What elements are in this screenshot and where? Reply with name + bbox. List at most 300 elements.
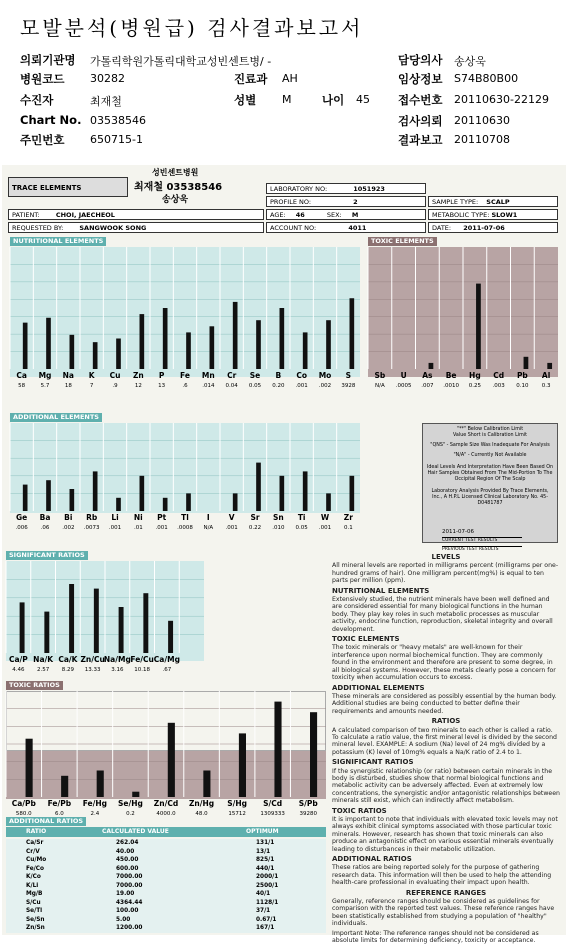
calc-col: CALCULATED VALUE <box>102 828 169 835</box>
toxic-chart <box>368 247 558 397</box>
additional-chart <box>10 423 360 533</box>
bar-co <box>303 332 308 369</box>
lab-logo: TRACE ELEMENTS <box>8 177 128 197</box>
value-label: 0.20 <box>272 383 285 389</box>
bar-fe <box>186 332 191 369</box>
value-label: 2.57 <box>37 667 50 673</box>
requested-box <box>8 222 264 233</box>
ratio-optimum: 440/1 <box>256 865 275 872</box>
value-label: .002 <box>318 383 332 389</box>
receipt-label: 접수번호 <box>398 93 443 107</box>
category-label: Ca/Mg <box>153 655 180 664</box>
value-label: N/A <box>203 525 214 531</box>
value-label: 7 <box>89 383 94 389</box>
rrn-label: 주민번호 <box>20 133 65 147</box>
category-label: Mo <box>318 371 332 380</box>
hospital-code-label: 병원코드 <box>20 72 65 86</box>
ratio-name: K/Co <box>26 874 41 880</box>
category-label: Zn/Cu <box>80 655 105 664</box>
bar-s-hg <box>239 733 246 797</box>
category-label: Tl <box>181 513 189 522</box>
levels-title: LEVELS <box>431 553 461 561</box>
date-label: DATE: <box>432 224 452 232</box>
category-label: Fe <box>180 371 190 380</box>
legend-line1: "**" Below Calibration Limit <box>456 427 524 432</box>
additional-text: These minerals are considered as possibly essential by the human body. Additional studies are being conducted to better define their requirements and amounts needed. <box>332 692 557 715</box>
category-label: Al <box>541 371 551 380</box>
value-label: 8.29 <box>61 667 74 673</box>
category-label: K <box>88 371 95 380</box>
nutritional-text: Extensively studied, the nutrient minerals have been well defined and are considered essential for many biological functions in the human body. They play key roles in such metabolic processes as muscular activity, endocrine function, reproduction, skeletal integrity and overall development. <box>332 596 553 633</box>
category-label: Pt <box>157 513 167 522</box>
value-label: 0.3 <box>541 383 551 389</box>
legend-line2: Value Short is Calibration Limit <box>453 433 527 438</box>
patient-label: 수진자 <box>20 93 54 107</box>
nutritional-chart <box>10 247 360 397</box>
bar-se-hg <box>132 792 139 797</box>
category-label: Zn/Cd <box>153 799 179 808</box>
info-text <box>332 551 560 945</box>
bar-ti <box>303 471 308 511</box>
table-row <box>6 865 326 874</box>
category-label: W <box>320 513 330 522</box>
ratio-optimum: 825/1 <box>256 857 275 863</box>
value-label: 18 <box>64 383 72 389</box>
scanned-report <box>2 165 566 945</box>
category-label: Se/Hg <box>118 799 143 808</box>
category-label: Cr <box>227 371 237 380</box>
ratio-name: Se/Tl <box>26 908 43 914</box>
value-label: 15712 <box>228 811 246 817</box>
value-label: .0005 <box>395 383 412 389</box>
ratio-name: Cr/V <box>26 848 40 855</box>
category-label: Ca <box>16 371 27 380</box>
bar-ca-k <box>69 584 74 653</box>
category-label: Ti <box>297 513 306 522</box>
scan-sex: M <box>351 211 359 219</box>
bar-ca-pb <box>26 739 33 797</box>
value-label: 0.2 <box>126 811 135 817</box>
significant-chart <box>6 561 204 671</box>
bar-se <box>256 320 261 369</box>
value-label: 3928 <box>341 383 356 389</box>
toxic-ratios-info-title: TOXIC RATIOS <box>332 806 387 815</box>
account-label: ACCOUNT NO: <box>270 224 317 232</box>
value-label: .014 <box>202 383 215 389</box>
value-label: 3.16 <box>111 667 124 673</box>
scan-patient-name: CHOI, JAECHEOL <box>55 211 115 219</box>
bar-zn-cu <box>94 589 99 653</box>
category-label: Se <box>249 371 261 380</box>
account-box <box>266 222 426 233</box>
levels-text: All mineral levels are reported in milligrams percent (milligrams per one-hundred grams of hair). One milligram percent(mg%) is equal to ten parts per million (ppm). <box>332 562 559 585</box>
date-box <box>428 222 558 233</box>
bar-bi <box>70 489 75 511</box>
bar-ni <box>140 476 145 511</box>
category-label: Ni <box>133 513 143 522</box>
bar-fe-hg <box>97 771 104 798</box>
profile-no: 2 <box>353 198 358 206</box>
ratio-value: 1200.00 <box>116 925 143 931</box>
clinical-value: S74B80B00 <box>454 72 519 85</box>
chart-label: Chart No. <box>20 113 82 127</box>
significant-text: If the synergistic relationship (or ratio) between certain minerals in the body is disturbed, studies show that normal biological functions and metabolic activity can be adversely affected. Even at extremely low concentrations, the synergistic and/or antagonistic relationships between minerals still exist, which can indirectly affect metabolism. <box>332 767 560 805</box>
dept-value: AH <box>282 72 298 85</box>
significant-title: SIGNIFICANT RATIOS <box>6 551 88 560</box>
toxic-ratios-chart <box>6 691 326 817</box>
bar-ca-mg <box>168 621 173 653</box>
value-label: 39280 <box>299 811 317 817</box>
lab-no-box <box>266 183 426 194</box>
bar-na-mg <box>119 607 124 653</box>
age-sex-box <box>266 209 426 220</box>
category-label: Na/Mg <box>103 655 131 664</box>
category-label: Rb <box>86 513 98 522</box>
ratio-value: 100.00 <box>116 908 139 914</box>
dept-label: 진료과 <box>234 72 268 86</box>
bar-pb <box>524 357 529 369</box>
value-label: .0008 <box>177 525 193 531</box>
table-row <box>6 856 326 865</box>
value-label: .007 <box>421 383 434 389</box>
report-title: 모발분석(병원급) 검사결과보고서 <box>20 16 364 40</box>
value-label: 2.4 <box>90 811 100 817</box>
institution-value: 가톨릭학원가톨릭대학교성빈센트병/ - <box>90 55 272 68</box>
nutritional-title: NUTRITIONAL ELEMENTS <box>10 237 106 246</box>
value-label: 580.0 <box>15 811 32 817</box>
table-row <box>6 890 326 899</box>
doctor-value: 송상욱 <box>454 55 486 68</box>
additional-title: ADDITIONAL ELEMENTS <box>10 413 102 422</box>
value-label: 0.25 <box>468 383 481 389</box>
category-label: Sn <box>272 513 284 522</box>
value-label: .001 <box>225 525 238 531</box>
category-label: Li <box>111 513 119 522</box>
category-label: Be <box>445 371 457 380</box>
doctor-label: 담당의사 <box>398 53 443 67</box>
ratio-optimum: 1128/1 <box>256 899 279 906</box>
bar-w <box>326 493 331 511</box>
bar-na <box>70 335 75 369</box>
scan-patient-label: PATIENT: <box>12 211 40 219</box>
category-label: Mn <box>201 371 215 380</box>
bar-ba <box>46 480 51 511</box>
value-label: .67 <box>162 667 172 673</box>
bar-fe-pb <box>61 776 68 797</box>
value-label: 5.7 <box>40 383 50 389</box>
category-label: Zr <box>343 513 353 522</box>
bar-p <box>163 308 168 369</box>
value-label: 12 <box>134 383 142 389</box>
metabolic-box <box>428 209 558 220</box>
bar-cu <box>116 339 121 370</box>
chart-value: 03538546 <box>90 114 146 127</box>
category-label: Na <box>62 371 75 380</box>
category-label: Zn <box>132 371 144 380</box>
value-label: 0.05 <box>295 525 308 531</box>
bar-tl <box>186 493 191 511</box>
category-label: As <box>422 371 433 380</box>
category-label: Fe/Hg <box>82 799 108 808</box>
ratio-value: 450.00 <box>116 857 139 863</box>
value-label: .003 <box>492 383 505 389</box>
table-row <box>6 848 326 857</box>
hospital-code-value: 30282 <box>90 72 125 85</box>
bar-sr <box>256 463 261 511</box>
category-label: Fe/Pb <box>47 799 72 808</box>
value-label: 1309333 <box>260 811 285 817</box>
nutritional-info-title: NUTRITIONAL ELEMENTS <box>332 586 430 595</box>
table-row <box>6 899 326 908</box>
reference-info-title: REFERENCE RANGES <box>405 888 487 897</box>
reference-text: Generally, reference ranges should be considered as guidelines for comparison with the reported test values. These reference ranges have been statistically established from studying a population of "healthy" individuals. <box>332 898 555 928</box>
category-label: Mg <box>38 371 52 380</box>
category-label: Bi <box>64 513 73 522</box>
legend-line4: "N/A" - Currently Not Available <box>453 453 527 458</box>
ratios-table-header <box>6 827 326 837</box>
current-results-label: CURRENT TEST RESULTS <box>442 537 522 543</box>
bar-s-pb <box>310 712 317 797</box>
bar-mg <box>46 318 51 369</box>
ratio-name: Cu/Mo <box>26 857 47 863</box>
lab-no: 1051923 <box>353 185 385 193</box>
value-label: .9 <box>112 383 118 389</box>
category-label: Ca/K <box>58 655 78 664</box>
important-text: Important Note: The reference ranges should not be considered as absolute limits for determining deficiency, toxicity or acceptance. <box>332 929 539 945</box>
bar-b <box>280 308 285 369</box>
clinical-label: 임상정보 <box>398 72 443 86</box>
value-label: 0.1 <box>343 525 353 531</box>
ratio-name: K/Li <box>26 882 39 889</box>
toxic-ratios-text: It is important to note that individuals with elevated toxic levels may not always exhibit clinical symptoms associated with those particular toxic minerals. However, research has shown that toxic minerals can also produce an antagonistic effect on various essential minerals eventually leading to disturbances in their metabolic utilization. <box>332 816 558 853</box>
bar-sn <box>280 476 285 511</box>
category-label: Na/K <box>33 655 54 664</box>
value-label: 4.46 <box>12 667 25 673</box>
category-label: Hg <box>469 371 481 380</box>
category-label: S/Hg <box>227 799 248 808</box>
age-label: 나이 <box>322 93 345 107</box>
ratio-optimum: 167/1 <box>256 925 275 931</box>
bar-s-cd <box>274 702 281 797</box>
value-label: .06 <box>40 525 50 531</box>
value-label: 4000.0 <box>156 811 176 817</box>
additional-ratios-text: These ratios are being reported solely for the purpose of gathering research data. This information will then be used to help the attending health-care professional in evaluating their impact upon health. <box>332 864 552 887</box>
table-row <box>6 916 326 925</box>
value-label: .001 <box>295 383 308 389</box>
ratio-name: S/Cu <box>26 899 41 906</box>
additional-ratios-title: ADDITIONAL RATIOS <box>6 817 86 826</box>
value-label: 13 <box>158 383 166 389</box>
value-label: .01 <box>133 525 143 531</box>
value-label: 0.10 <box>516 383 529 389</box>
opt-col: OPTIMUM <box>246 828 279 835</box>
bar-cr <box>233 302 238 369</box>
bar-mo <box>326 320 331 369</box>
stamp-line2: 최재철 03538546 <box>134 182 223 193</box>
bar-ca <box>23 323 28 369</box>
ratio-name: Se/Sn <box>26 916 45 923</box>
ratio-value: 5.00 <box>116 916 131 923</box>
bar-fe-cu <box>143 593 148 653</box>
category-label: Ca/Pb <box>11 799 36 808</box>
account-no: 4011 <box>348 224 367 232</box>
value-label: 0.05 <box>248 383 262 389</box>
bar-ca-p <box>20 602 25 653</box>
category-label: Ge <box>16 513 28 522</box>
bar-ge <box>23 485 28 511</box>
scan-age-label: AGE: <box>270 211 286 219</box>
ratio-value: 600.00 <box>116 865 139 872</box>
request-label: 검사의뢰 <box>398 114 443 128</box>
category-label: Fe/Cu <box>130 655 154 664</box>
age-value: 45 <box>356 93 370 106</box>
ratios-table <box>6 839 326 933</box>
legend-line5: Ideal Levels And Interpretation Have Been Based On Hair Samples Obtained From The Mid-Portion To The Occipital Region Of The Scalp <box>426 465 554 482</box>
requested-label: REQUESTED BY: <box>12 224 64 232</box>
value-label: .0073 <box>83 525 100 531</box>
ratios-text: A calculated comparison of two minerals to each other is called a ratio. To calculate a ratio value, the first mineral level is divided by the second mineral level. EXAMPLE: A sodium (Na) level of 24 mg% divided by a potassium (K) level of 10mg% equals a Na/K ratio of 2.4 to 1. <box>332 726 557 756</box>
value-label: N/A <box>375 383 385 389</box>
value-label: .010 <box>272 525 285 531</box>
category-label: S/Cd <box>263 799 283 808</box>
bar-na-k <box>44 612 49 653</box>
additional-ratios-info-title: ADDITIONAL RATIOS <box>332 855 412 864</box>
patient-box <box>8 209 264 220</box>
profile-box <box>266 196 426 207</box>
metabolic-label: METABOLIC TYPE: <box>432 211 490 219</box>
value-label: 0.04 <box>225 383 238 389</box>
bar-mn <box>210 326 215 369</box>
ratio-optimum: 37/1 <box>256 908 271 914</box>
bar-zn <box>140 314 145 369</box>
legend-box <box>422 423 558 543</box>
sample-type: SCALP <box>486 198 510 206</box>
value-label: 48.0 <box>195 811 208 817</box>
bar-rb <box>93 471 98 511</box>
table-row <box>6 873 326 882</box>
bar-v <box>233 493 238 511</box>
ratio-value: 19.00 <box>116 891 135 897</box>
category-label: B <box>275 371 282 380</box>
value-label: .6 <box>182 383 188 389</box>
value-label: 6.0 <box>54 811 64 817</box>
category-label: P <box>158 371 165 380</box>
value-label: .0010 <box>443 383 459 389</box>
bar-zr <box>350 476 355 511</box>
rrn-value: 650715-1 <box>90 133 143 146</box>
previous-results-label: PREVIOUS TEST RESULTS <box>442 546 522 552</box>
institution-label: 의뢰기관명 <box>20 53 76 67</box>
bar-al <box>547 363 552 369</box>
ratios-info-title: RATIOS <box>431 717 461 726</box>
patient-value: 최재철 <box>90 95 122 108</box>
sex-label: 성별 <box>234 93 257 107</box>
ratio-name: Ca/Sr <box>26 840 44 846</box>
ratio-value: 7000.00 <box>116 874 143 880</box>
sample-box <box>428 196 558 207</box>
category-label: Pb <box>516 371 528 380</box>
bar-hg <box>476 284 481 369</box>
table-row <box>6 882 326 891</box>
table-row <box>6 907 326 916</box>
ratio-name: Fe/Co <box>26 865 45 872</box>
result-label: 결과보고 <box>398 133 443 147</box>
category-label: Co <box>296 371 308 380</box>
ratio-value: 262.04 <box>116 840 139 846</box>
ratio-optimum: 0.67/1 <box>256 916 277 923</box>
toxic-text: The toxic minerals or "heavy metals" are well-known for their interference upon normal biochemical function. They are commonly found in the environment and therefore are present to some degree, in all biological systems. However, these metals clearly pose a concern for toxicity when accumulation occurs to excess. <box>332 644 556 682</box>
ratio-optimum: 40/1 <box>256 891 271 897</box>
request-value: 20110630 <box>454 114 510 127</box>
profile-label: PROFILE NO: <box>270 198 312 206</box>
value-label: .006 <box>15 525 28 531</box>
category-label: Ba <box>39 513 51 522</box>
ratio-optimum: 2500/1 <box>256 882 279 889</box>
category-label: Cd <box>493 371 505 380</box>
table-row <box>6 839 326 848</box>
category-label: I <box>206 513 210 522</box>
stamp-line3: 송상욱 <box>162 195 189 205</box>
value-label: 58 <box>18 383 26 389</box>
category-label: S <box>345 371 352 380</box>
legend-line6: Laboratory Analysis Provided By Trace Elements, Inc., A H.P.L Licensed Clinical Laboratory No. 45-D0481787 <box>431 489 549 506</box>
metabolic: SLOW1 <box>491 211 518 219</box>
value-label: 10.18 <box>134 667 150 673</box>
category-label: Sr <box>250 513 260 522</box>
additional-info-title: ADDITIONAL ELEMENTS <box>332 683 425 692</box>
value-label: .002 <box>62 525 75 531</box>
category-label: U <box>400 371 407 380</box>
bar-li <box>116 498 121 511</box>
bar-zn-hg <box>203 771 210 798</box>
category-label: Zn/Hg <box>188 799 215 808</box>
ratio-optimum: 131/1 <box>256 840 275 846</box>
significant-info-title: SIGNIFICANT RATIOS <box>332 758 414 767</box>
ratio-name: Mg/B <box>26 891 43 897</box>
value-label: 13.33 <box>84 667 101 673</box>
ratio-value: 4364.44 <box>116 899 143 906</box>
ratio-optimum: 2000/1 <box>256 874 279 880</box>
category-label: Ca/P <box>8 655 28 664</box>
ratio-value: 40.00 <box>116 848 135 855</box>
bar-pt <box>163 498 168 511</box>
bar-as <box>429 363 434 369</box>
toxic-title: TOXIC ELEMENTS <box>368 237 437 246</box>
sex-value: M <box>282 93 292 106</box>
category-label: V <box>228 513 235 522</box>
scan-age: 46 <box>295 211 305 219</box>
toxic-ratios-title: TOXIC RATIOS <box>6 681 63 690</box>
lab-no-label: LABORATORY NO: <box>270 185 328 193</box>
sample-label: SAMPLE TYPE: <box>432 198 479 206</box>
ratio-col: RATIO <box>26 828 47 835</box>
legend-line3: "QNS" - Sample Size Was Inadequate For Analysis <box>430 443 550 448</box>
requested-by: SANGWOOK SONG <box>79 224 147 232</box>
scan-sex-label: SEX: <box>326 211 342 219</box>
bar-zn-cd <box>168 723 175 797</box>
ratio-optimum: 13/1 <box>256 848 271 855</box>
bar-s <box>350 298 355 369</box>
value-label: .001 <box>318 525 332 531</box>
value-label: 0.22 <box>248 525 262 531</box>
report-date: 2011-07-06 <box>442 529 474 535</box>
toxic-info-title: TOXIC ELEMENTS <box>332 635 400 644</box>
bar-k <box>93 342 98 369</box>
category-label: Cu <box>109 371 121 380</box>
stamp-line1: 성빈센트병원 <box>152 168 199 177</box>
value-label: .001 <box>155 525 168 531</box>
ratio-value: 7000.00 <box>116 882 143 889</box>
